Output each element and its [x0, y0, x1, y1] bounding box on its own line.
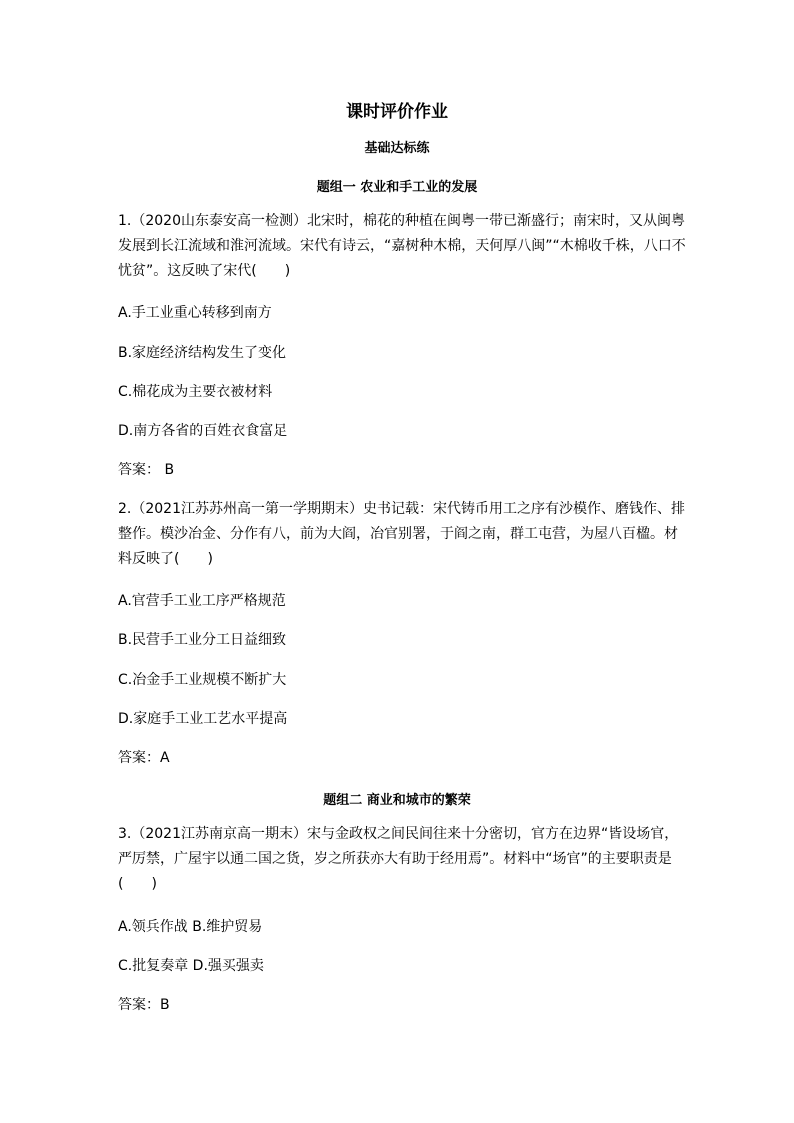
question-2-answer: 答案：A [118, 750, 170, 766]
question-1-option-c: C.棉花成为主要衣被材料 [118, 384, 273, 400]
question-1-option-a: A.手工业重心转移到南方 [118, 305, 272, 321]
group-heading-2: 题组二 商业和城市的繁荣 [323, 793, 471, 808]
question-3-options-cd: C.批复奏章 D.强买强卖 [118, 958, 264, 974]
question-3-options-ab: A.领兵作战 B.维护贸易 [118, 919, 263, 935]
page-title: 课时评价作业 [346, 102, 448, 122]
question-1-answer: 答案： B [118, 462, 175, 478]
question-2-option-c: C.冶金手工业规模不断扩大 [118, 672, 287, 688]
question-1-stem: 1.（2020山东泰安高一检测）北宋时，棉花的种植在闽粤一带已渐盛行；南宋时，又从闽粤发展到长江流域和淮河流域。宋代有诗云，“嘉树种木棉，天何厚八闽”“木棉收千株，八口不忧贫”。这反映了宋代( ) [118, 213, 686, 279]
question-3-stem: 3.（2021江苏南京高一期末）宋与金政权之间民间往来十分密切，官方在边界“皆设场官，严厉禁，广屋宇以通二国之货，岁之所获亦大有助于经用焉”。材料中“场官”的主要职责是( ) [118, 826, 679, 892]
question-1-option-b: B.家庭经济结构发生了变化 [118, 345, 287, 361]
question-2-stem: 2.（2021江苏苏州高一第一学期期末）史书记载：宋代铸币用工之序有沙模作、磨钱作、排整作。模沙冶金、分作有八，前为大阎，冶官别署，于阎之南，群工屯营，为屋八百楹。材料反映了( ) [118, 501, 685, 567]
section-subtitle: 基础达标练 [364, 141, 430, 156]
group-heading-1: 题组一 农业和手工业的发展 [316, 180, 478, 195]
question-3-answer: 答案：B [118, 997, 170, 1013]
question-2-option-b: B.民营手工业分工日益细致 [118, 632, 287, 648]
question-1-option-d: D.南方各省的百姓衣食富足 [118, 423, 288, 439]
question-2-option-d: D.家庭手工业工艺水平提高 [118, 711, 288, 727]
question-2-option-a: A.官营手工业工序严格规范 [118, 593, 286, 609]
